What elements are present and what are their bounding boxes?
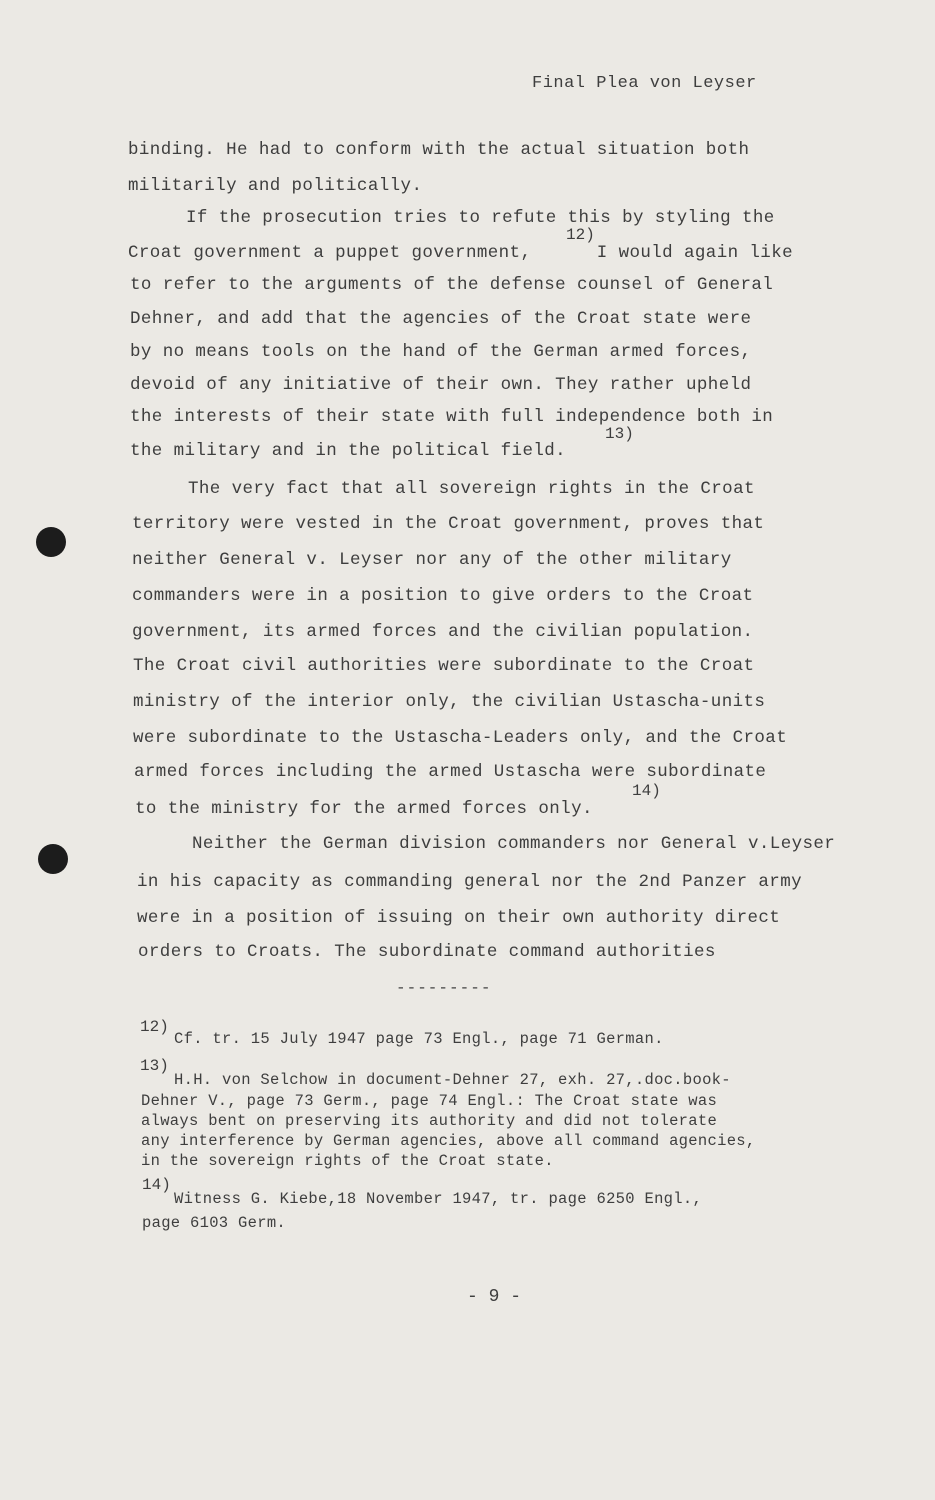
footnote-line: Cf. tr. 15 July 1947 page 73 Engl., page 71 German. [174,1030,664,1048]
body-line: commanders were in a position to give orders to the Croat [132,586,754,606]
body-line: devoid of any initiative of their own. They rather upheld [130,375,752,395]
body-line: militarily and politically. [128,176,423,196]
footnote-ref-12: 12) [566,226,595,244]
body-line: territory were vested in the Croat government, proves that [132,514,765,534]
footnote-line: Witness G. Kiebe,18 November 1947, tr. page 6250 Engl., [174,1190,703,1208]
footnote-label: 14) [142,1176,171,1194]
page-header: Final Plea von Leyser [532,74,757,93]
body-line: orders to Croats. The subordinate command authorities [138,942,716,962]
body-line: were in a position of issuing on their own authority direct [137,908,781,928]
footnote-ref-13: 13) [605,425,634,443]
body-line: the military and in the political field. [130,441,567,461]
body-line: binding. He had to conform with the actual situation both [128,140,750,160]
body-line: ministry of the interior only, the civilian Ustascha-units [133,692,766,712]
body-line: armed forces including the armed Ustascha were subordinate [134,762,767,782]
body-line: to the ministry for the armed forces only. [135,799,593,819]
body-line: The very fact that all sovereign rights in the Croat [188,479,755,499]
footnote-line: in the sovereign rights of the Croat state. [141,1152,554,1170]
footnote-line: page 6103 Germ. [142,1214,287,1232]
body-line: by no means tools on the hand of the German armed forces, [130,342,752,362]
footnote-line: any interference by German agencies, above all command agencies, [141,1132,756,1150]
body-line: Croat government a puppet government, I would again like [128,243,794,263]
body-line: the interests of their state with full independence both in [130,407,774,427]
body-line: neither General v. Leyser nor any of the other military [132,550,732,570]
body-line: Dehner, and add that the agencies of the Croat state were [130,309,752,329]
body-line: government, its armed forces and the civilian population. [132,622,754,642]
footnote-separator: --------- [396,979,492,997]
body-line: The Croat civil authorities were subordinate to the Croat [133,656,755,676]
footnote-line: H.H. von Selchow in document-Dehner 27, exh. 27,.doc.book- [174,1071,731,1089]
footnote-line: Dehner V., page 73 Germ., page 74 Engl.: The Croat state was [141,1092,718,1110]
body-line: to refer to the arguments of the defense counsel of General [130,275,774,295]
footnote-label: 13) [140,1057,169,1075]
body-line: If the prosecution tries to refute this by styling the [186,208,775,228]
body-line: in his capacity as commanding general nor the 2nd Panzer army [137,872,803,892]
body-line: were subordinate to the Ustascha-Leaders only, and the Croat [133,728,788,748]
footnote-label: 12) [140,1018,169,1036]
body-line: Neither the German division commanders nor General v.Leyser [192,834,836,854]
footnote-ref-14: 14) [632,782,661,800]
page-number: - 9 - [467,1287,522,1307]
punch-hole-bottom [38,844,68,874]
punch-hole-top [36,527,66,557]
footnote-line: always bent on preserving its authority and did not tolerate [141,1112,718,1130]
